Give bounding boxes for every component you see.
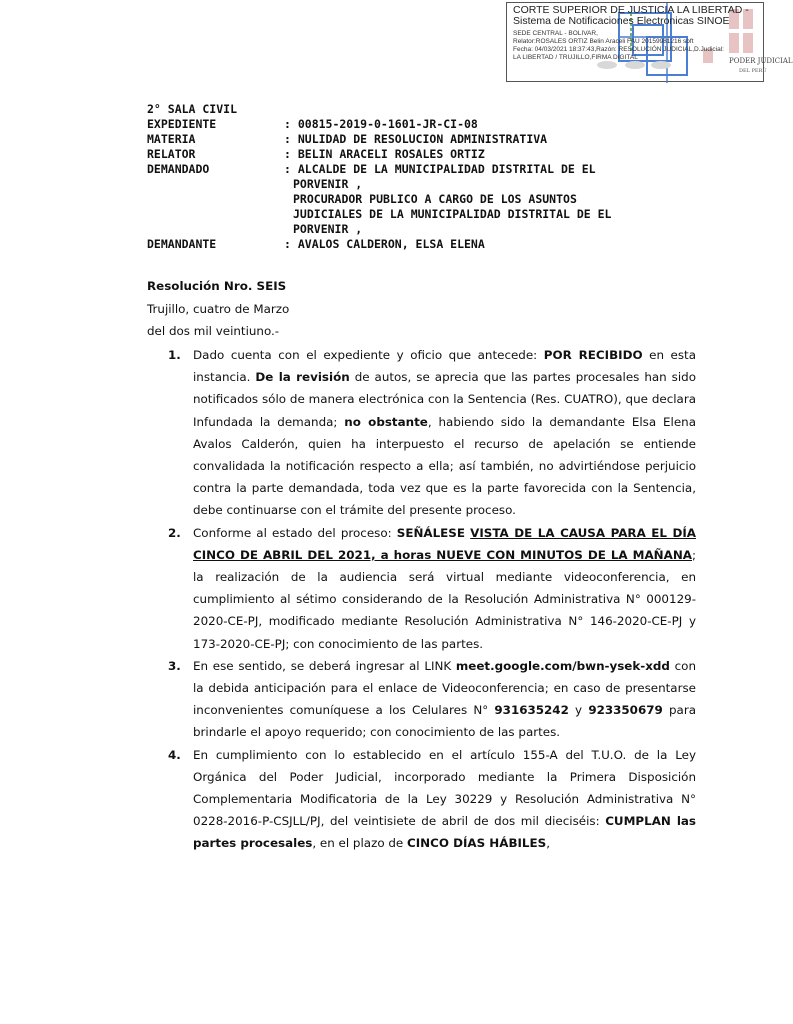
stamp-sede: SEDE CENTRAL - BOLIVAR,	[513, 30, 598, 37]
list-item: 1. Dado cuenta con el expediente y oficio que antecede: POR RECIBIDO en esta instancia. De la revisión de autos, se aprecia que las partes procesales han sido notificados sólo de manera electrónica con la Sentencia (Res. CUATRO), que declara Infundada la demanda; no obstante, habiendo sido la demandante Elsa Elena Avalos Calderón, quien ha interpuesto el recurso de apelación se entiende convalidada la notificación respecto a ella; así también, no advirtiéndose perjuicio contra la parte demandada, toda vez que es la parte favorecida con la Sentencia, debe continuarse con el trámite del presente proceso.	[166, 344, 696, 522]
list-item: 4. En cumplimiento con lo establecido en el artículo 155-A del T.U.O. de la Ley Orgánica del Poder Judicial, incorporado mediante la Primera Disposición Complementaria Modificatoria de la Ley 30229 y Resolución Administrativa N° 0228-2016-P-CSJLL/PJ, del veintisiete de abril de dos mil dieciséis: CUMPLAN las partes procesales, en el plazo de CINCO DÍAS HÁBILES,	[166, 744, 696, 855]
stamp-fecha: Fecha: 04/03/2021 18:37:43,Razón: RESOLUCIÓN JUDICIAL,D.Judicial:	[513, 46, 724, 53]
meeting-link[interactable]: meet.google.com/bwn-ysek-xdd	[455, 658, 670, 673]
stamp-relator: Relator:ROSALES ORTIZ Belin Araceli FAU 20159981216 soft	[513, 38, 694, 45]
resolution-items	[166, 344, 696, 855]
item-number: 3.	[168, 658, 181, 673]
resolution-title: Resolución Nro. SEIS	[147, 279, 287, 293]
phone-number: 923350679	[588, 703, 663, 718]
item-number: 4.	[168, 747, 181, 762]
phone-number: 931635242	[494, 703, 569, 718]
item-number: 2.	[168, 525, 181, 540]
stamp-distrito: LA LIBERTAD / TRUJILLO,FIRMA DIGITAL	[513, 54, 638, 61]
demandado-line: : ALCALDE DE LA MUNICIPALIDAD DISTRITAL DE EL	[284, 162, 596, 176]
logo-name: PODER JUDICIAL	[729, 57, 793, 65]
demandado-label: DEMANDADO	[147, 162, 210, 176]
logo-sub: DEL PERÚ	[739, 68, 767, 74]
expediente-label: EXPEDIENTE	[147, 117, 217, 131]
list-item: 2. Conforme al estado del proceso: SEÑÁLESE VISTA DE LA CAUSA PARA EL DÍA CINCO DE ABRIL DEL 2021, a horas NUEVE CON MINUTOS DE LA MAÑANA; la realización de la audiencia será virtual mediante videoconferencia, en cumplimiento al sétimo considerando de la Resolución Administrativa N° 000129-2020-CE-PJ, modificado mediante Resolución Administrativa N° 146-2020-CE-PJ y 173-2020-CE-PJ; con conocimiento de las partes.	[166, 522, 696, 655]
stamp-title-line: CORTE SUPERIOR DE JUSTICIA LA LIBERTAD -	[513, 4, 749, 16]
hearing-date: VISTA DE LA CAUSA PARA EL DÍA CINCO DE ABRIL DEL 2021, a horas NUEVE CON MINUTOS DE LA MAÑANA	[193, 525, 696, 562]
materia-label: MATERIA	[147, 132, 196, 146]
digital-signature-stamp	[506, 2, 793, 82]
relator-label: RELATOR	[147, 147, 196, 161]
demandante-value: : AVALOS CALDERON, ELSA ELENA	[284, 237, 485, 251]
resolution-date-line: Trujillo, cuatro de Marzo	[147, 302, 290, 316]
item-number: 1.	[168, 348, 181, 362]
demandado-line: PORVENIR ,	[293, 177, 363, 191]
demandado-line: JUDICIALES DE LA MUNICIPALIDAD DISTRITAL DE EL	[293, 207, 612, 221]
demandado-line: PORVENIR ,	[293, 222, 363, 236]
materia-value: : NULIDAD DE RESOLUCION ADMINISTRATIVA	[284, 132, 548, 146]
demandante-label: DEMANDANTE	[147, 237, 217, 251]
stamp-system-line: Sistema de Notificaciones Electronicas SINOE	[513, 15, 730, 27]
relator-value: : BELIN ARACELI ROSALES ORTIZ	[284, 147, 485, 161]
resolution-date-line: del dos mil veintiuno.-	[147, 324, 280, 338]
expediente-value: : 00815-2019-0-1601-JR-CI-08	[284, 117, 478, 131]
list-item: 3. En ese sentido, se deberá ingresar al LINK meet.google.com/bwn-ysek-xdd con la debida anticipación para el enlace de Videoconferencia; en caso de presentarse inconvenientes comuníquese a los Celulares N° 931635242 y 923350679 para brindarle el apoyo requerido; con conocimiento de las partes.	[166, 655, 696, 744]
demandado-line: PROCURADOR PUBLICO A CARGO DE LOS ASUNTOS	[293, 192, 577, 206]
